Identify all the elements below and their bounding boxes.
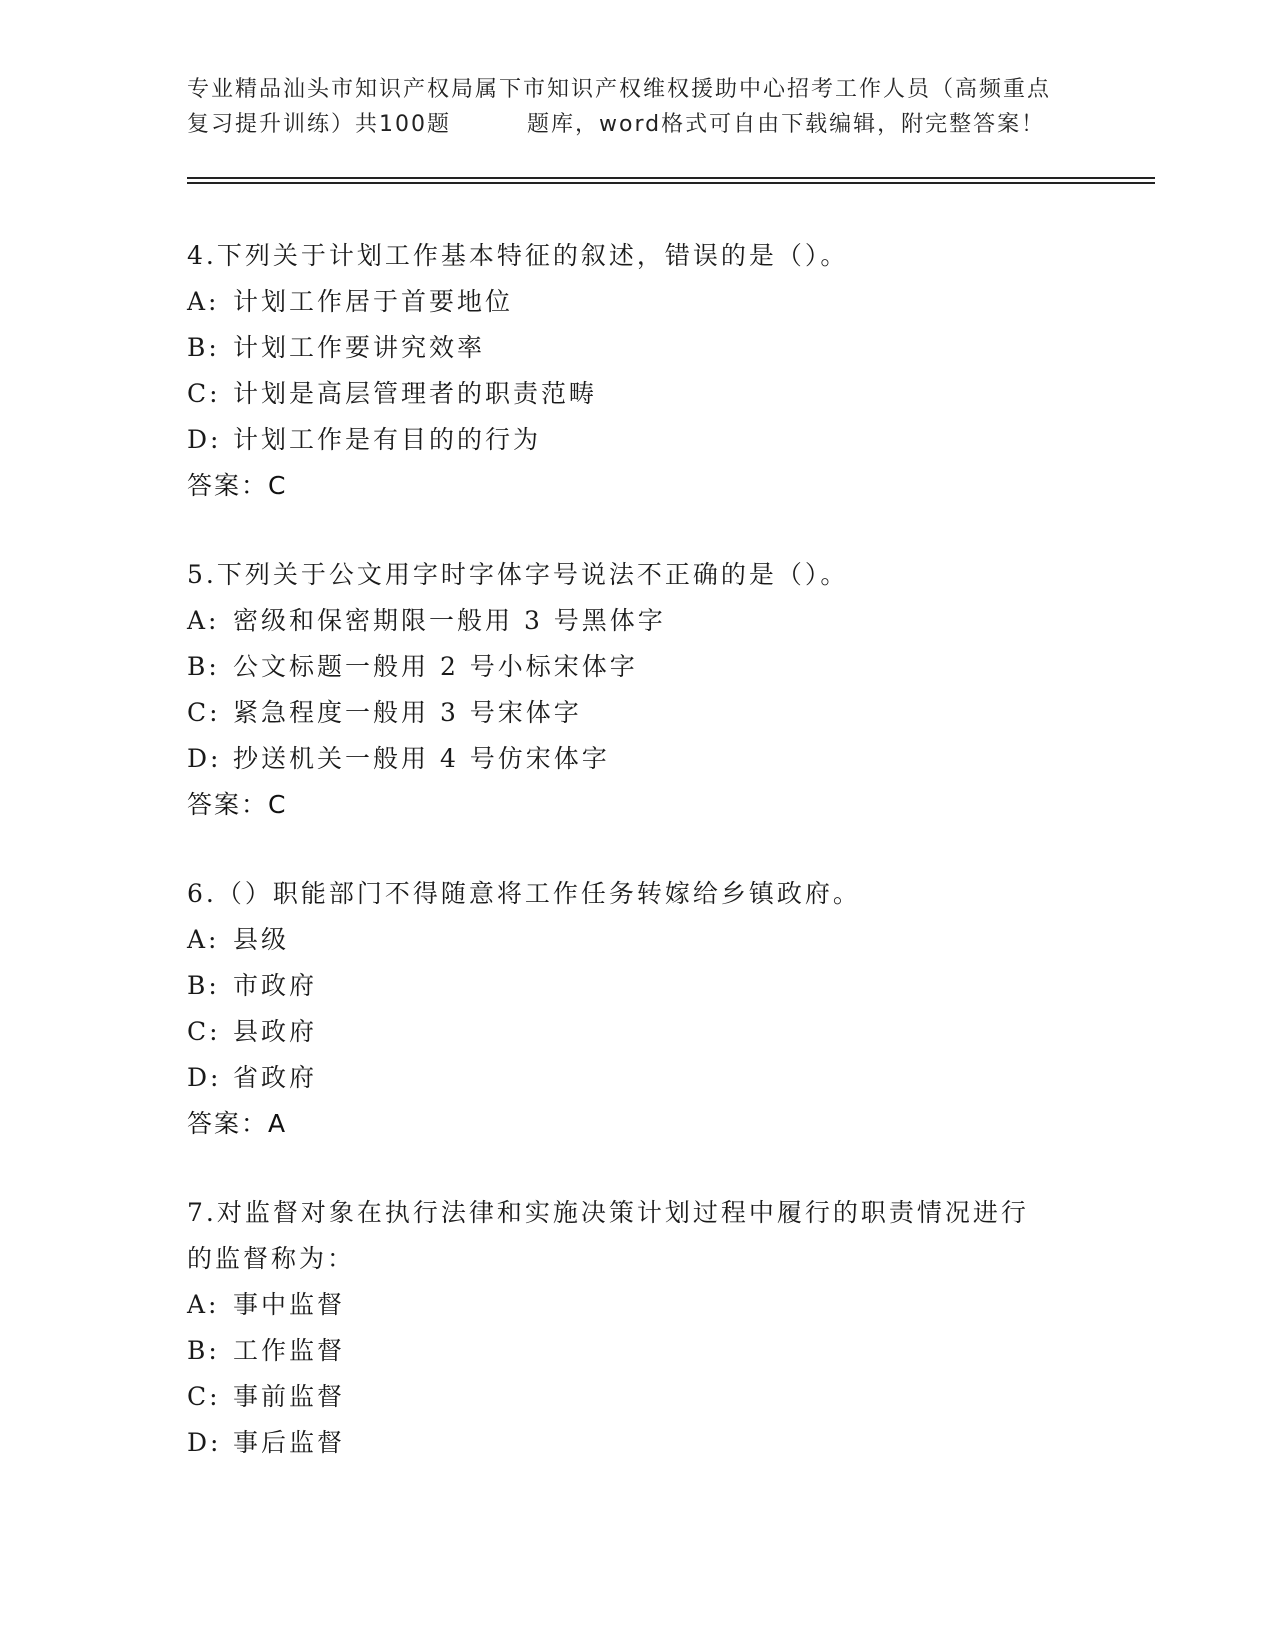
question-stem: 5.下列关于公文用字时字体字号说法不正确的是（）。 bbox=[187, 560, 849, 589]
option-d bbox=[187, 736, 1087, 782]
answer-line: 答案：C bbox=[187, 790, 288, 819]
option-key: A: bbox=[187, 1290, 220, 1319]
option-d bbox=[187, 1055, 1087, 1101]
option-key: B: bbox=[187, 652, 220, 681]
option-text: 县政府 bbox=[233, 1017, 318, 1046]
option-text: 省政府 bbox=[233, 1063, 318, 1092]
option-a bbox=[187, 279, 1087, 325]
question-5 bbox=[187, 552, 1087, 828]
header-line-1: 专业精品汕头市知识产权局属下市知识产权维权援助中心招考工作人员（高频重点 bbox=[187, 77, 1052, 102]
option-b bbox=[187, 1328, 1087, 1374]
option-c bbox=[187, 690, 1087, 736]
option-key: B: bbox=[187, 333, 220, 362]
option-text: 公文标题一般用 2 号小标宋体字 bbox=[233, 652, 638, 681]
option-key: D: bbox=[187, 1428, 222, 1457]
question-7 bbox=[187, 1190, 1087, 1466]
option-text: 市政府 bbox=[233, 971, 318, 1000]
option-c bbox=[187, 371, 1087, 417]
option-text: 事前监督 bbox=[233, 1382, 346, 1411]
option-b bbox=[187, 963, 1087, 1009]
option-a bbox=[187, 917, 1087, 963]
option-a bbox=[187, 1282, 1087, 1328]
option-key: A: bbox=[187, 287, 220, 316]
option-text: 紧急程度一般用 3 号宋体字 bbox=[233, 698, 582, 727]
option-key: D: bbox=[187, 1063, 222, 1092]
header-line-2 bbox=[187, 107, 1087, 142]
option-b bbox=[187, 644, 1087, 690]
option-key: C: bbox=[187, 1017, 221, 1046]
header-line-2-right: 题库，word格式可自由下载编辑，附完整答案！ bbox=[527, 112, 1046, 137]
option-text: 事中监督 bbox=[233, 1290, 346, 1319]
option-d bbox=[187, 1420, 1087, 1466]
option-text: 抄送机关一般用 4 号仿宋体字 bbox=[233, 744, 610, 773]
option-text: 计划是高层管理者的职责范畴 bbox=[233, 379, 598, 408]
option-key: D: bbox=[187, 425, 222, 454]
option-key: B: bbox=[187, 971, 220, 1000]
option-text: 工作监督 bbox=[233, 1336, 346, 1365]
option-key: B: bbox=[187, 1336, 220, 1365]
question-stem: 6.（）职能部门不得随意将工作任务转嫁给乡镇政府。 bbox=[187, 879, 861, 908]
option-d bbox=[187, 417, 1087, 463]
option-text: 事后监督 bbox=[233, 1428, 346, 1457]
option-a bbox=[187, 598, 1087, 644]
question-6 bbox=[187, 871, 1087, 1147]
option-text: 计划工作居于首要地位 bbox=[233, 287, 514, 316]
option-key: C: bbox=[187, 698, 221, 727]
option-key: C: bbox=[187, 1382, 221, 1411]
answer-line: 答案：C bbox=[187, 471, 288, 500]
header-line-2-left: 复习提升训练）共100题 bbox=[187, 112, 451, 137]
answer-line: 答案：A bbox=[187, 1109, 288, 1138]
document-header bbox=[187, 72, 1087, 142]
option-c bbox=[187, 1009, 1087, 1055]
header-rule-top bbox=[187, 177, 1155, 179]
header-rule-bottom bbox=[187, 182, 1155, 184]
option-key: C: bbox=[187, 379, 221, 408]
question-stem: 4.下列关于计划工作基本特征的叙述，错误的是（）。 bbox=[187, 241, 849, 270]
option-c bbox=[187, 1374, 1087, 1420]
option-key: D: bbox=[187, 744, 222, 773]
option-text: 计划工作要讲究效率 bbox=[233, 333, 486, 362]
option-text: 密级和保密期限一般用 3 号黑体字 bbox=[233, 606, 666, 635]
option-text: 计划工作是有目的的行为 bbox=[233, 425, 542, 454]
option-b bbox=[187, 325, 1087, 371]
option-key: A: bbox=[187, 925, 220, 954]
question-stem-line-2: 的监督称为： bbox=[187, 1244, 356, 1273]
question-4 bbox=[187, 233, 1087, 509]
option-text: 县级 bbox=[233, 925, 290, 954]
option-key: A: bbox=[187, 606, 220, 635]
question-stem-line-1: 7.对监督对象在执行法律和实施决策计划过程中履行的职责情况进行 bbox=[187, 1198, 1029, 1227]
